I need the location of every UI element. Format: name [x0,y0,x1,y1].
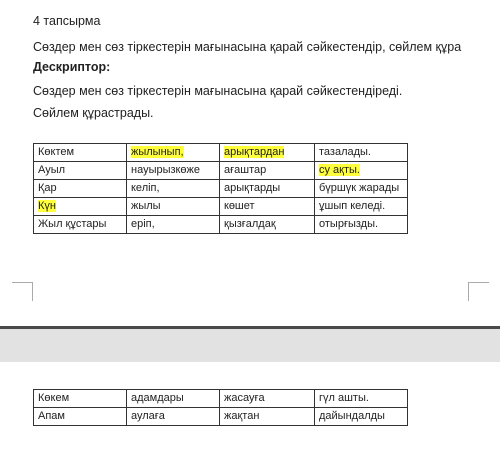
table-cell: Апам [34,408,127,426]
page-corner-mark-right [468,282,489,301]
table-cell: көшет [220,198,315,216]
table-cell: қызғалдақ [220,216,315,234]
table-cell: Ауыл [34,162,127,180]
table-cell: Көктем [34,144,127,162]
task-instruction: Сөздер мен сөз тіркестерін мағынасына қарай сәйкестендір, сөйлем құра [33,40,462,54]
page-2 [0,362,500,450]
table-row [34,144,408,162]
page-corner-mark-left [12,282,33,301]
table-cell: бүршүк жарады [315,180,408,198]
descriptor-label: Дескриптор: [33,60,111,74]
table-cell: жылы [127,198,220,216]
matching-table-2 [33,389,408,426]
table-cell: отырғызды. [315,216,408,234]
table-cell: Жыл құстары [34,216,127,234]
table-cell: дайындалды [315,408,408,426]
page-break-line [0,326,500,329]
table-cell [127,144,220,162]
descriptor-item-1: Сөздер мен сөз тіркестерін мағынасына қарай сәйкестендіреді. [33,84,403,98]
task-title: 4 тапсырма [33,14,101,28]
table-cell: науырызкөже [127,162,220,180]
table-cell: Көкем [34,390,127,408]
table-cell [315,162,408,180]
table-row [34,198,408,216]
table-cell: келіп, [127,180,220,198]
table-cell: гүл ашты. [315,390,408,408]
table-cell: еріп, [127,216,220,234]
matching-table-1 [33,143,408,234]
page-gap [0,326,500,362]
table-cell: жақтан [220,408,315,426]
descriptor-item-2: Сөйлем құрастрады. [33,106,154,120]
highlighted-text: жылынып, [131,146,184,158]
table-cell [34,198,127,216]
table-cell [220,144,315,162]
table-row [34,162,408,180]
table-cell: ұшып келеді. [315,198,408,216]
table-row [34,216,408,234]
table-cell: аулаға [127,408,220,426]
table-cell: Қар [34,180,127,198]
table-cell: арықтарды [220,180,315,198]
table-cell: тазалады. [315,144,408,162]
highlighted-text: су ақты. [319,164,360,176]
table-row [34,408,408,426]
table-row [34,180,408,198]
table-cell: жасауға [220,390,315,408]
table-row [34,390,408,408]
table-cell: адамдары [127,390,220,408]
table-cell: ағаштар [220,162,315,180]
highlighted-text: арықтардан [224,146,285,158]
highlighted-text: Күн [38,200,56,212]
